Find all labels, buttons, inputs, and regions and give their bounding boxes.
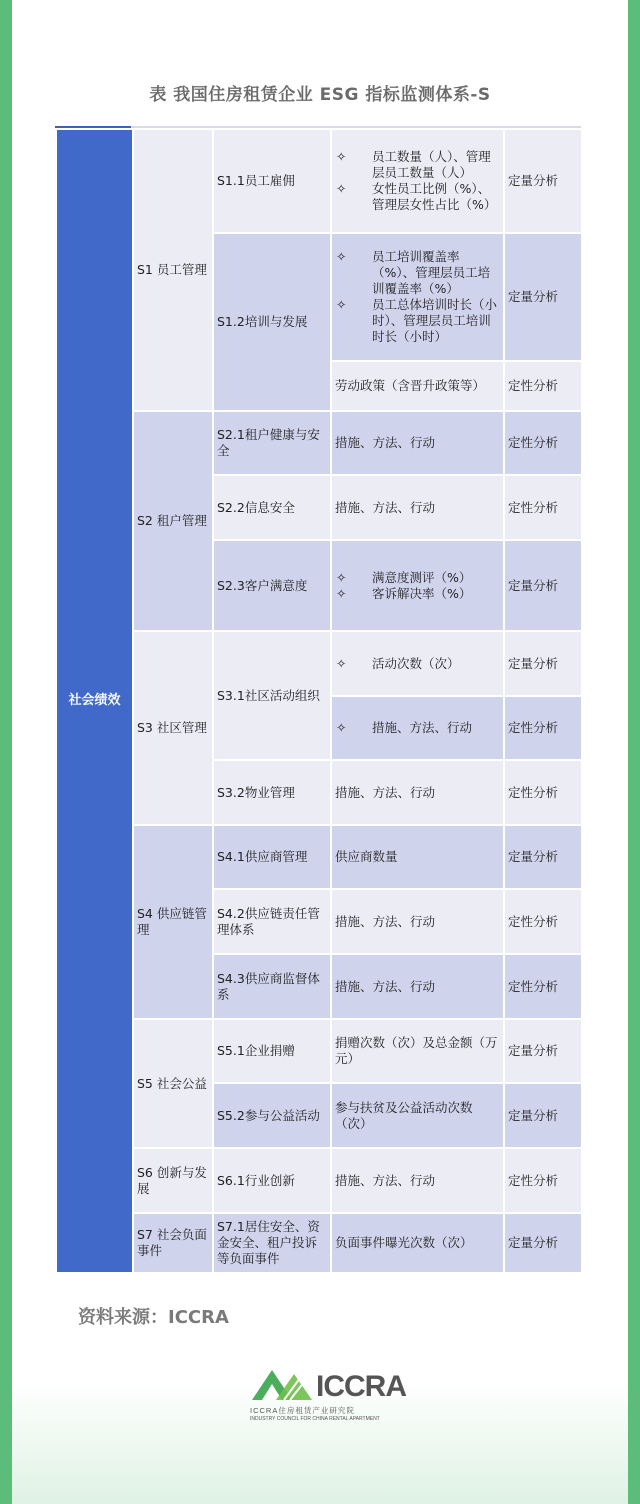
section-cell-s3: S3 社区管理 [133,631,213,825]
method-cell: 定性分析 [504,696,582,760]
diamond-bullet-icon: ✧ [336,249,347,264]
diamond-bullet-icon: ✧ [336,181,347,196]
method-cell: 定量分析 [504,1083,582,1148]
indicator-cell-s3-1b: ✧ 措施、方法、行动 [331,696,504,760]
indicator-cell-s5-2: 参与扶贫及公益活动次数（次） [331,1083,504,1148]
section-cell-s2: S2 租户管理 [133,411,213,631]
diamond-bullet-icon: ✧ [336,297,347,312]
method-cell: 定性分析 [504,889,582,954]
table-row [56,129,582,233]
source-note: 资料来源：ICCRA [78,1307,229,1328]
method-cell: 定性分析 [504,1148,582,1213]
item-cell-s2-1: S2.1租户健康与安全 [213,411,331,475]
method-cell: 定性分析 [504,361,582,411]
diamond-bullet-icon: ✧ [336,585,347,601]
method-cell: 定性分析 [504,954,582,1019]
indicator-cell-s4-1: 供应商数量 [331,825,504,889]
item-cell-s5-1: S5.1企业捐赠 [213,1019,331,1083]
table-row [56,411,582,475]
indicator-cell-s7-1: 负面事件曝光次数（次） [331,1213,504,1273]
item-cell-s1-1: S1.1员工雇佣 [213,129,331,233]
method-cell: 定量分析 [504,129,582,233]
table-row [56,1148,582,1213]
table-row [56,1213,582,1273]
diamond-bullet-icon: ✧ [336,655,347,671]
method-cell: 定量分析 [504,631,582,696]
method-cell: 定性分析 [504,760,582,825]
item-cell-s6-1: S6.1行业创新 [213,1148,331,1213]
method-cell: 定量分析 [504,540,582,631]
item-cell-s1-2: S1.2培训与发展 [213,233,331,411]
method-cell: 定量分析 [504,233,582,361]
method-cell: 定量分析 [504,1213,582,1273]
section-cell-s7: S7 社会负面事件 [133,1213,213,1273]
indicator-cell-s1-2: ✧ 员工培训覆盖率（%）、管理层员工培训覆盖率（%） ✧ 员工总体培训时长（小时）、管理层员工培训时长（小时） [331,233,504,361]
indicator-cell-s5-1: 捐赠次数（次）及总金额（万元） [331,1019,504,1083]
section-cell-s6: S6 创新与发展 [133,1148,213,1213]
esg-indicator-table [55,128,583,1274]
item-cell-s3-1: S3.1社区活动组织 [213,631,331,760]
indicator-cell-s2-2: 措施、方法、行动 [331,475,504,540]
indicator-cell-s1-1: ✧ 员工数量（人）、管理层员工数量（人） ✧ 女性员工比例（%）、管理层女性占比（%） [331,129,504,233]
item-cell-s4-2: S4.2供应链责任管理体系 [213,889,331,954]
section-cell-s1: S1 员工管理 [133,129,213,411]
item-cell-s4-1: S4.1供应商管理 [213,825,331,889]
indicator-cell-s3-2: 措施、方法、行动 [331,760,504,825]
logo-chinese-name: ICCRA住房租赁产业研究院 [250,1406,355,1415]
item-cell-s5-2: S5.2参与公益活动 [213,1083,331,1148]
section-cell-s4: S4 供应链管理 [133,825,213,1019]
diamond-bullet-icon: ✧ [336,149,347,164]
indicator-cell-s6-1: 措施、方法、行动 [331,1148,504,1213]
indicator-cell-s4-3: 措施、方法、行动 [331,954,504,1019]
table-title: 表 我国住房租赁企业 ESG 指标监测体系-S [149,85,491,105]
diamond-bullet-icon: ✧ [336,569,347,585]
logo-wordmark: ICCRA [316,1370,406,1403]
item-cell-s2-3: S2.3客户满意度 [213,540,331,631]
category-cell: 社会绩效 [56,129,133,1273]
indicator-cell-s2-3: ✧ 满意度测评（%） ✧ 客诉解决率（%） [331,540,504,631]
item-cell-s3-2: S3.2物业管理 [213,760,331,825]
indicator-cell-s1-2-policy: 劳动政策（含晋升政策等） [331,361,504,411]
method-cell: 定量分析 [504,1019,582,1083]
method-cell: 定性分析 [504,411,582,475]
method-cell: 定量分析 [504,825,582,889]
logo-english-name: INDUSTRY COUNCIL FOR CHINA RENTAL APARTMENT [250,1416,380,1422]
indicator-cell-s4-2: 措施、方法、行动 [331,889,504,954]
table-row [56,631,582,696]
item-cell-s2-2: S2.2信息安全 [213,475,331,540]
table-row [56,1019,582,1083]
table-row [56,825,582,889]
section-cell-s5: S5 社会公益 [133,1019,213,1148]
indicator-cell-s3-1a: ✧ 活动次数（次） [331,631,504,696]
item-cell-s7-1: S7.1居住安全、资金安全、租户投诉等负面事件 [213,1213,331,1273]
item-cell-s4-3: S4.3供应商监督体系 [213,954,331,1019]
indicator-cell-s2-1: 措施、方法、行动 [331,411,504,475]
method-cell: 定性分析 [504,475,582,540]
diamond-bullet-icon: ✧ [336,720,347,735]
